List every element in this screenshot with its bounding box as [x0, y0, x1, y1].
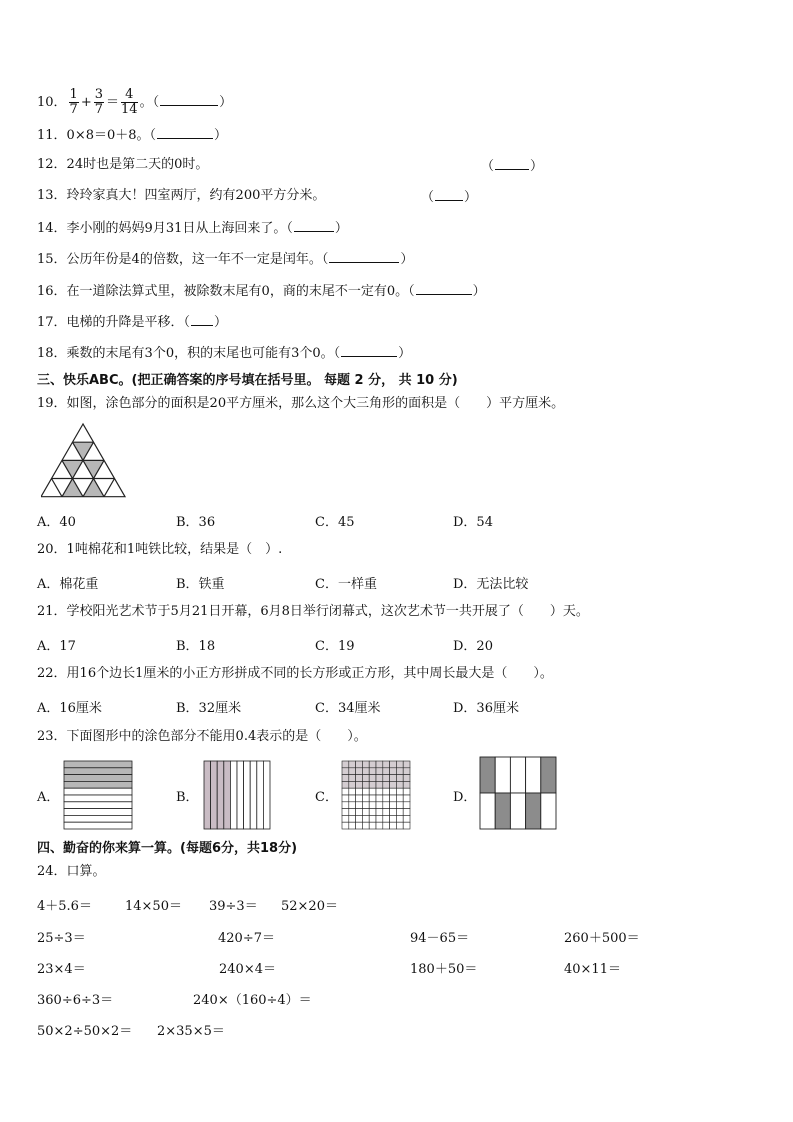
shaded-cell: [396, 761, 403, 768]
shaded-cell: [390, 768, 397, 775]
cell: [356, 795, 363, 802]
q17-paren-close: ）: [214, 315, 228, 330]
cell: [390, 809, 397, 816]
strip: [64, 788, 132, 795]
shaded-cell: [383, 781, 390, 788]
shaded-cell: [376, 775, 383, 782]
shaded-cell: [383, 761, 390, 768]
shaded-cell: [383, 768, 390, 775]
q21-option-c[interactable]: C．19: [315, 639, 355, 654]
q22-option-a[interactable]: A．16厘米: [37, 701, 102, 716]
q21-option-a[interactable]: A．17: [37, 639, 76, 654]
q21-option-d[interactable]: D．20: [453, 639, 493, 654]
shaded-cell: [390, 761, 397, 768]
q12-paren-close: ）: [530, 159, 544, 174]
cell: [510, 793, 525, 829]
strip: [64, 809, 132, 816]
cell: [349, 809, 356, 816]
calc-item: 240×（160÷4）＝: [193, 993, 312, 1008]
q10-paren-open: 。（: [139, 95, 160, 110]
answer-blank-13[interactable]: [435, 188, 463, 201]
cell: [480, 793, 495, 829]
shaded-cell: [349, 781, 356, 788]
cell: [349, 802, 356, 809]
question-23: 23．下面图形中的涂色部分不能用0.4表示的是（ ）。: [37, 729, 367, 744]
shaded-cell: [403, 768, 410, 775]
cell: [390, 795, 397, 802]
shaded-strip: [64, 781, 132, 788]
shaded-cell: [362, 768, 369, 775]
question-11: [37, 126, 227, 144]
q15-text: 15．公历年份是4的倍数，这一年不一定是闰年。（: [37, 252, 329, 267]
cell: [369, 788, 376, 795]
shaded-cell: [396, 781, 403, 788]
q19-option-b[interactable]: B．36: [176, 515, 216, 530]
shaded-cell: [396, 775, 403, 782]
strip: [64, 802, 132, 809]
q20-option-a[interactable]: A．棉花重: [37, 577, 99, 592]
strip: [237, 761, 244, 829]
q11-text: 11．0×8＝0＋8。（: [37, 128, 157, 143]
cell: [376, 815, 383, 822]
shaded-cell: [369, 768, 376, 775]
cell: [362, 815, 369, 822]
shaded-cell: [369, 781, 376, 788]
q12-text: 12．24时也是第二天的0时。: [37, 157, 209, 172]
cell: [362, 802, 369, 809]
shaded-cell: [396, 768, 403, 775]
shaded-cell: [480, 757, 495, 793]
cell: [526, 757, 541, 793]
cell: [356, 822, 363, 829]
shaded-cell: [362, 775, 369, 782]
cell: [349, 788, 356, 795]
shaded-triangle: [83, 460, 104, 478]
cell: [383, 809, 390, 816]
shaded-cell: [369, 775, 376, 782]
calc-item: 39÷3＝: [209, 899, 258, 914]
cell: [349, 795, 356, 802]
q12-answer: [481, 157, 543, 175]
cell: [383, 822, 390, 829]
question-19: 19．如图，涂色部分的面积是20平方厘米，那么这个大三角形的面积是（ ）平方厘米。: [37, 396, 565, 411]
cell: [342, 822, 349, 829]
question-14: [37, 219, 348, 237]
cell: [390, 822, 397, 829]
cell: [390, 815, 397, 822]
q22-option-d[interactable]: D．36厘米: [453, 701, 519, 716]
cell: [396, 802, 403, 809]
cell: [349, 822, 356, 829]
fraction-3-7: $\frac{3}{7}$: [94, 87, 104, 117]
shaded-cell: [403, 781, 410, 788]
question-20: 20．1吨棉花和1吨铁比较，结果是（ ）.: [37, 542, 283, 557]
calc-item: 25÷3＝: [37, 931, 86, 946]
shaded-cell: [356, 781, 363, 788]
q19-option-a[interactable]: A．40: [37, 515, 76, 530]
strip: [250, 761, 257, 829]
cell: [369, 795, 376, 802]
cell: [342, 809, 349, 816]
shaded-cell: [356, 761, 363, 768]
shaded-cell: [390, 775, 397, 782]
q12-paren-open: （: [481, 159, 495, 174]
cell: [403, 802, 410, 809]
cell: [356, 815, 363, 822]
calc-item: 180＋50＝: [410, 962, 478, 977]
shaded-cell: [383, 775, 390, 782]
cell: [376, 788, 383, 795]
question-12: [37, 157, 208, 173]
cell: [362, 822, 369, 829]
strip: [244, 761, 251, 829]
q11-paren-close: ）: [214, 128, 228, 143]
question-24: 24．口算。: [37, 864, 106, 879]
cell: [349, 815, 356, 822]
calc-item: 420÷7＝: [218, 931, 275, 946]
question-15: [37, 250, 413, 268]
section-4-heading: 四、勤奋的你来算一算。(每题6分，共18分): [37, 841, 298, 856]
calc-item: 4＋5.6＝: [37, 899, 92, 914]
q23-option-c[interactable]: C．: [315, 790, 338, 805]
section-3-heading: 三、快乐ABC。(把正确答案的序号填在括号里。 每题 2 分， 共 10 分): [37, 373, 458, 388]
shaded-cell: [349, 775, 356, 782]
q17-text: 17．电梯的升降是平移．（: [37, 315, 191, 330]
cell: [369, 802, 376, 809]
cell: [396, 795, 403, 802]
figure-b-vertical-strips: [203, 760, 273, 830]
shaded-cell: [349, 761, 356, 768]
question-22: 22．用16个边长1厘米的小正方形拼成不同的长方形或正方形，其中周长最大是（ ）。: [37, 666, 553, 681]
answer-blank-15[interactable]: [329, 250, 399, 263]
q14-text: 14．李小刚的妈妈9月31日从上海回来了。（: [37, 221, 293, 236]
cell: [383, 795, 390, 802]
shaded-cell: [403, 775, 410, 782]
question-18: [37, 344, 411, 362]
answer-blank-16[interactable]: [416, 282, 472, 295]
calc-item: 52×20＝: [281, 899, 338, 914]
shaded-strip: [64, 761, 132, 768]
cell: [495, 757, 510, 793]
shaded-cell: [356, 775, 363, 782]
answer-blank-12[interactable]: [495, 157, 529, 170]
q19-option-d[interactable]: D．54: [453, 515, 493, 530]
q16-paren-close: ）: [472, 284, 486, 299]
cell: [403, 795, 410, 802]
q15-paren-close: ）: [400, 252, 414, 267]
q20-option-d[interactable]: D．无法比较: [453, 577, 529, 592]
shaded-strip: [217, 761, 224, 829]
shaded-strip: [64, 768, 132, 775]
triangle-figure: [41, 422, 127, 498]
shaded-strip: [224, 761, 231, 829]
q14-paren-close: ）: [334, 221, 348, 236]
calc-item: 360÷6÷3＝: [37, 993, 114, 1008]
strip: [263, 761, 270, 829]
calc-item: 50×2÷50×2＝: [37, 1024, 133, 1039]
cell: [541, 793, 556, 829]
strip: [257, 761, 264, 829]
calc-item: 240×4＝: [219, 962, 276, 977]
q21-option-b[interactable]: B．18: [176, 639, 216, 654]
cell: [342, 788, 349, 795]
cell: [362, 795, 369, 802]
cell: [342, 795, 349, 802]
q22-option-c[interactable]: C．34厘米: [315, 701, 381, 716]
figure-a-horizontal-strips: [63, 760, 133, 830]
shaded-cell: [342, 761, 349, 768]
q13-text: 13．玲玲家真大！四室两厅，约有200平方分米。: [37, 188, 326, 203]
shaded-cell: [495, 793, 510, 829]
shaded-triangle: [62, 460, 83, 478]
strip: [64, 822, 132, 829]
question-10: [37, 88, 232, 117]
shaded-cell: [342, 781, 349, 788]
cell: [369, 822, 376, 829]
cell: [342, 802, 349, 809]
figure-d-ten-cells: [479, 756, 559, 832]
strip: [230, 761, 237, 829]
shaded-strip: [64, 775, 132, 782]
cell: [403, 822, 410, 829]
cell: [362, 809, 369, 816]
shaded-cell: [362, 781, 369, 788]
shaded-cell: [342, 775, 349, 782]
q10-paren-close: ）: [219, 95, 233, 110]
answer-blank-18[interactable]: [341, 344, 397, 357]
calc-item: 260＋500＝: [564, 931, 640, 946]
cell: [356, 809, 363, 816]
cell: [383, 802, 390, 809]
cell: [403, 815, 410, 822]
cell: [510, 757, 525, 793]
cell: [376, 809, 383, 816]
cell: [342, 815, 349, 822]
question-21: 21．学校阳光艺术节于5月21日开幕，6月8日举行闭幕式，这次艺术节一共开展了（ ）天。: [37, 604, 589, 619]
shaded-strip: [211, 761, 218, 829]
q18-paren-close: ）: [398, 346, 412, 361]
figure-c-hundred-grid: [341, 760, 411, 830]
q23-option-a[interactable]: A．: [37, 790, 60, 805]
shaded-triangle: [62, 479, 83, 497]
cell: [396, 788, 403, 795]
calc-item: 40×11＝: [564, 962, 621, 977]
equals-sign: ＝: [106, 95, 120, 110]
q20-option-b[interactable]: B．铁重: [176, 577, 225, 592]
question-17: [37, 313, 227, 331]
cell: [376, 822, 383, 829]
shaded-cell: [376, 781, 383, 788]
cell: [396, 809, 403, 816]
shaded-triangle: [73, 442, 94, 460]
answer-blank-11[interactable]: [157, 126, 213, 139]
q18-text: 18．乘数的末尾有3个0，积的末尾也可能有3个0。（: [37, 346, 341, 361]
shaded-cell: [403, 761, 410, 768]
q13-paren-open: （: [421, 190, 435, 205]
question-13: [37, 188, 325, 204]
fraction-4-14: $\frac{4}{14}$: [121, 87, 138, 117]
strip: [64, 795, 132, 802]
cell: [376, 795, 383, 802]
q16-text: 16．在一道除法算式里，被除数末尾有0，商的末尾不一定有0。（: [37, 284, 415, 299]
cell: [362, 788, 369, 795]
cell: [403, 809, 410, 816]
calc-item: 94－65＝: [410, 931, 470, 946]
shaded-cell: [369, 761, 376, 768]
cell: [390, 802, 397, 809]
cell: [396, 815, 403, 822]
q22-option-b[interactable]: B．32厘米: [176, 701, 242, 716]
calc-item: 2×35×5＝: [157, 1024, 225, 1039]
shaded-strip: [204, 761, 211, 829]
shaded-cell: [356, 768, 363, 775]
shaded-cell: [376, 761, 383, 768]
calc-item: 23×4＝: [37, 962, 86, 977]
shaded-cell: [349, 768, 356, 775]
q10-number: 10．: [37, 95, 67, 110]
cell: [403, 788, 410, 795]
q20-option-c[interactable]: C．一样重: [315, 577, 377, 592]
plus-sign: +: [80, 95, 92, 110]
q19-option-c[interactable]: C．45: [315, 515, 355, 530]
shaded-triangle: [83, 479, 104, 497]
shaded-cell: [376, 768, 383, 775]
cell: [396, 822, 403, 829]
answer-blank-14[interactable]: [294, 219, 334, 232]
q23-option-b[interactable]: B．: [176, 790, 199, 805]
q23-option-d[interactable]: D．: [453, 790, 477, 805]
shaded-cell: [526, 793, 541, 829]
cell: [369, 815, 376, 822]
calc-item: 14×50＝: [125, 899, 182, 914]
shaded-cell: [342, 768, 349, 775]
q13-answer: [421, 188, 477, 206]
q13-paren-close: ）: [464, 190, 478, 205]
cell: [383, 815, 390, 822]
fraction-1-7: $\frac{1}{7}$: [69, 87, 78, 117]
cell: [376, 802, 383, 809]
cell: [390, 788, 397, 795]
answer-blank-10[interactable]: [160, 93, 218, 106]
strip: [64, 815, 132, 822]
cell: [356, 788, 363, 795]
cell: [356, 802, 363, 809]
shaded-cell: [390, 781, 397, 788]
shaded-cell: [541, 757, 556, 793]
cell: [383, 788, 390, 795]
cell: [369, 809, 376, 816]
shaded-cell: [362, 761, 369, 768]
answer-blank-17[interactable]: [191, 313, 213, 326]
question-16: [37, 282, 486, 300]
